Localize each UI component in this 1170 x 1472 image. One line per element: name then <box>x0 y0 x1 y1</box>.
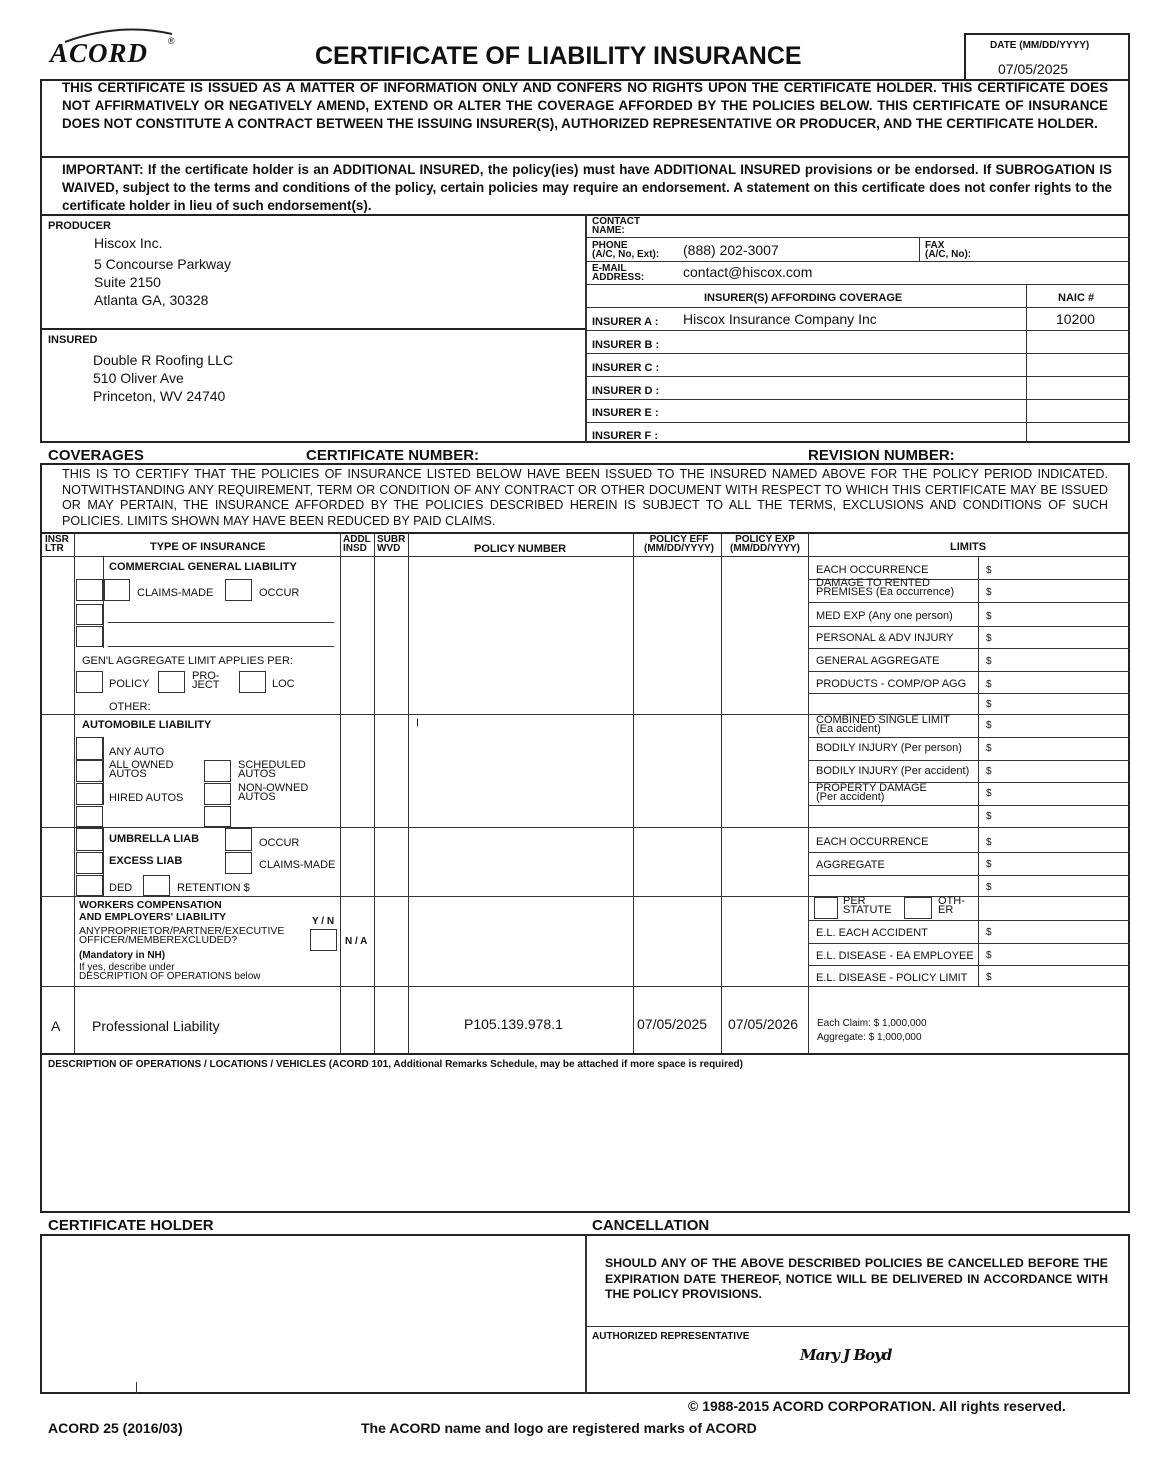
insurer-c-label: INSURER C : <box>592 362 660 374</box>
col-subr-wvd: SUBR WVD <box>377 534 406 554</box>
phone-label: PHONE (A/C, No, Ext): <box>592 240 660 260</box>
producer-address-2: Suite 2150 <box>94 274 161 290</box>
insurer-a-label: INSURER A : <box>592 316 659 328</box>
auto-blank-checkbox-1[interactable] <box>76 806 103 827</box>
limit-combined-single: COMBINED SINGLE LIMIT (Ea accident) <box>816 714 950 735</box>
insured-label: INSURED <box>48 334 98 346</box>
date-label: DATE (MM/DD/YYYY) <box>990 40 1090 51</box>
cgl-checkbox[interactable] <box>76 579 103 601</box>
certificate-number-label: CERTIFICATE NUMBER: <box>306 447 480 464</box>
limit-bodily-per-accident: BODILY INJURY (Per accident) <box>816 765 970 777</box>
acord-logo-swoosh <box>60 26 180 46</box>
all-owned-label: ALL OWNED AUTOS <box>109 759 174 780</box>
limit-med-exp: MED EXP (Any one person) <box>816 610 953 622</box>
coverages-box <box>40 463 1130 1213</box>
revision-number-label: REVISION NUMBER: <box>808 447 955 464</box>
occur-checkbox[interactable] <box>225 579 252 601</box>
claims-made-checkbox[interactable] <box>104 579 130 601</box>
limit-el-disease-policy: E.L. DISEASE - POLICY LIMIT <box>816 972 968 984</box>
dollar-sign: $ <box>986 611 992 622</box>
other-label: OTHER: <box>109 701 151 713</box>
loc-checkbox[interactable] <box>239 671 266 693</box>
insurer-a-naic: 10200 <box>1056 311 1095 327</box>
professional-insr-ltr: A <box>51 1018 61 1034</box>
email-label: E-MAIL ADDRESS: <box>592 263 645 283</box>
dollar-sign: $ <box>986 766 992 777</box>
insurer-f-label: INSURER F : <box>592 430 658 442</box>
ded-checkbox[interactable] <box>76 875 103 896</box>
hired-autos-label: HIRED AUTOS <box>109 792 184 804</box>
non-owned-checkbox[interactable] <box>204 783 231 805</box>
col-policy-number: POLICY NUMBER <box>474 543 567 555</box>
auto-title: AUTOMOBILE LIABILITY <box>82 719 212 731</box>
dollar-sign: $ <box>986 811 992 822</box>
yn-label: Y / N <box>312 916 335 927</box>
per-statute-checkbox[interactable] <box>814 897 838 919</box>
occur-label: OCCUR <box>259 587 300 599</box>
umbrella-claims-made-label: CLAIMS-MADE <box>259 859 336 871</box>
registered-marks: The ACORD name and logo are registered marks of ACORD <box>361 1420 757 1436</box>
insurer-d-label: INSURER D : <box>592 385 660 397</box>
col-limits: LIMITS <box>950 541 987 553</box>
insured-address-2: Princeton, WV 24740 <box>93 388 226 404</box>
any-auto-label: ANY AUTO <box>109 746 165 758</box>
cgl-title: COMMERCIAL GENERAL LIABILITY <box>109 561 297 573</box>
acord-logo: ACORD <box>50 38 149 68</box>
professional-type: Professional Liability <box>92 1018 220 1034</box>
coverages-label: COVERAGES <box>48 447 144 464</box>
workers-title: WORKERS COMPENSATION AND EMPLOYERS' LIABILITY <box>79 899 227 923</box>
dollar-sign: $ <box>986 699 992 710</box>
scheduled-checkbox[interactable] <box>204 760 231 782</box>
limit-el-each-accident: E.L. EACH ACCIDENT <box>816 927 928 939</box>
other-er-label: OTH- ER <box>938 895 965 916</box>
insured-address-1: 510 Oliver Ave <box>93 370 184 386</box>
dollar-sign: $ <box>986 656 992 667</box>
certify-text: THIS IS TO CERTIFY THAT THE POLICIES OF INSURANCE LISTED BELOW HAVE BEEN ISSUED TO THE INSURED NAMED ABOVE FOR THE POLICY PERIOD INDICATED. NOTWITHSTANDING ANY REQUIREMENT, TERM OR CONDITION OF ANY CONTRACT OR OTHER DOCUMENT WITH RESPECT TO WHICH THIS CERTIFICATE MAY BE ISSUED OR MAY PERTAIN, THE INSURANCE AFFORDED BY THE POLICIES DESCRIBED HEREIN IS SUBJECT TO ALL THE TERMS, EXCLUSIONS AND CONDITIONS OF SUCH POLICIES. LIMITS SHOWN MAY HAVE BEEN REDUCED BY PAID CLAIMS. <box>62 467 1108 528</box>
insurer-a-name: Hiscox Insurance Company Inc <box>683 311 877 327</box>
professional-policy-exp: 07/05/2026 <box>728 1016 799 1032</box>
excess-label: EXCESS LIAB <box>109 855 183 867</box>
limit-personal-adv: PERSONAL & ADV INJURY <box>816 632 954 644</box>
non-owned-label: NON-OWNED AUTOS <box>238 782 309 803</box>
mandatory-nh-label: (Mandatory in NH) <box>79 950 166 961</box>
dollar-sign: $ <box>986 633 992 644</box>
per-statute-label: PER STATUTE <box>843 895 892 916</box>
col-policy-eff: POLICY EFF (MM/DD/YYYY) <box>644 534 714 554</box>
hired-autos-checkbox[interactable] <box>76 783 103 805</box>
naic-header: NAIC # <box>1058 292 1095 304</box>
registered-mark: ® <box>168 36 175 46</box>
loc-label: LOC <box>272 678 295 690</box>
limit-each-occurrence: EACH OCCURRENCE <box>816 564 929 576</box>
auto-blank-checkbox-2[interactable] <box>204 806 231 827</box>
retention-checkbox[interactable] <box>143 875 170 896</box>
limit-umbrella-each-occurrence: EACH OCCURRENCE <box>816 836 929 848</box>
limit-property-damage: PROPERTY DAMAGE (Per accident) <box>816 782 927 803</box>
phone-value: (888) 202-3007 <box>683 242 779 258</box>
dollar-sign: $ <box>986 972 992 983</box>
dollar-sign: $ <box>986 587 992 598</box>
producer-name: Hiscox Inc. <box>94 235 163 251</box>
auto-policy-mark: I <box>416 717 420 729</box>
excess-checkbox[interactable] <box>76 852 103 874</box>
col-type-of-insurance: TYPE OF INSURANCE <box>150 541 266 553</box>
ded-label: DED <box>109 882 133 894</box>
dollar-sign: $ <box>986 927 992 938</box>
limit-bodily-per-person: BODILY INJURY (Per person) <box>816 742 962 754</box>
all-owned-checkbox[interactable] <box>76 760 103 782</box>
retention-label: RETENTION $ <box>177 882 250 894</box>
copyright: © 1988-2015 ACORD CORPORATION. All rights reserved. <box>688 1398 1066 1414</box>
project-label: PRO- JECT <box>192 670 220 691</box>
col-policy-exp: POLICY EXP (MM/DD/YYYY) <box>730 534 800 554</box>
dollar-sign: $ <box>986 859 992 870</box>
any-proprietor-label: ANYPROPRIETOR/PARTNER/EXECUTIVE OFFICER/MEMBEREXCLUDED? <box>79 925 285 946</box>
producer-label: PRODUCER <box>48 220 111 232</box>
any-auto-checkbox[interactable] <box>76 737 103 760</box>
limit-damage-rented: DAMAGE TO RENTED PREMISES (Ea occurrence) <box>816 577 955 598</box>
limit-el-disease-employee: E.L. DISEASE - EA EMPLOYEE <box>816 950 974 962</box>
limit-umbrella-aggregate: AGGREGATE <box>816 859 885 871</box>
professional-limit-aggregate: Aggregate: $ 1,000,000 <box>817 1032 922 1043</box>
proprietor-excluded-checkbox[interactable] <box>310 929 337 951</box>
policy-checkbox[interactable] <box>76 671 103 693</box>
form-title: CERTIFICATE OF LIABILITY INSURANCE <box>315 42 802 70</box>
email-value: contact@hiscox.com <box>683 264 813 280</box>
professional-policy-eff: 07/05/2025 <box>637 1016 708 1032</box>
producer-address-3: Atlanta GA, 30328 <box>94 292 209 308</box>
cancellation-text: SHOULD ANY OF THE ABOVE DESCRIBED POLICIES BE CANCELLED BEFORE THE EXPIRATION DATE THEREOF, NOTICE WILL BE DELIVERED IN ACCORDANCE WITH THE POLICY PROVISIONS. <box>605 1256 1108 1301</box>
certificate-holder-label: CERTIFICATE HOLDER <box>48 1217 214 1234</box>
insurer-e-label: INSURER E : <box>592 407 659 419</box>
cancellation-label: CANCELLATION <box>592 1217 710 1234</box>
scheduled-label: SCHEDULED AUTOS <box>238 759 306 780</box>
insured-divider <box>40 328 586 330</box>
notice-information-only: THIS CERTIFICATE IS ISSUED AS A MATTER OF INFORMATION ONLY AND CONFERS NO RIGHTS UPON THE CERTIFICATE HOLDER. THIS CERTIFICATE DOES NOT AFFIRMATIVELY OR NEGATIVELY AMEND, EXTEND OR ALTER THE COVERAGE AFFORDED BY THE POLICIES BELOW. THIS CERTIFICATE OF INSURANCE DOES NOT CONSTITUTE A CONTRACT BETWEEN THE ISSUING INSURER(S), AUTHORIZED REPRESENTATIVE OR PRODUCER, AND THE CERTIFICATE HOLDER. <box>62 80 1108 131</box>
producer-address-1: 5 Concourse Parkway <box>94 256 231 272</box>
policy-label: POLICY <box>109 678 150 690</box>
gen-agg-applies-label: GEN'L AGGREGATE LIMIT APPLIES PER: <box>82 655 293 667</box>
umbrella-occur-checkbox[interactable] <box>225 828 252 851</box>
notice-divider <box>40 156 1130 158</box>
insurer-b-label: INSURER B : <box>592 339 660 351</box>
dollar-sign: $ <box>986 882 992 893</box>
form-number: ACORD 25 (2016/03) <box>48 1420 183 1436</box>
col-addl-insd: ADDL INSD <box>343 534 371 554</box>
notice-important: IMPORTANT: If the certificate holder is an ADDITIONAL INSURED, the policy(ies) must have ADDITIONAL INSURED provisions or be endorsed. If SUBROGATION IS WAIVED, subject to the terms and conditions of the policy, certain policies may require an endorsement. A statement on this certificate does not confer rights to the certificate holder in lieu of such endorsement(s). <box>62 162 1112 213</box>
contact-name-label: CONTACT NAME: <box>592 216 641 236</box>
dollar-sign: $ <box>986 950 992 961</box>
dollar-sign: $ <box>986 837 992 848</box>
claims-made-label: CLAIMS-MADE <box>137 587 214 599</box>
fax-label: FAX (A/C, No): <box>925 240 972 260</box>
professional-policy-number: P105.139.978.1 <box>464 1016 563 1032</box>
dollar-sign: $ <box>986 679 992 690</box>
umbrella-occur-label: OCCUR <box>259 837 300 849</box>
dollar-sign: $ <box>986 743 992 754</box>
limit-general-aggregate: GENERAL AGGREGATE <box>816 655 940 667</box>
if-yes-label: If yes, describe under DESCRIPTION OF OPERATIONS below <box>79 962 261 982</box>
description-label: DESCRIPTION OF OPERATIONS / LOCATIONS / VEHICLES (ACORD 101, Additional Remarks Schedule, may be attached if more space is required) <box>48 1059 743 1070</box>
col-insr-ltr: INSR LTR <box>45 534 69 554</box>
umbrella-claims-made-checkbox[interactable] <box>225 852 252 874</box>
dollar-sign: $ <box>986 788 992 799</box>
professional-limit-each-claim: Each Claim: $ 1,000,000 <box>817 1018 927 1029</box>
cgl-blank-checkbox-2[interactable] <box>76 626 103 647</box>
cgl-blank-checkbox-1[interactable] <box>76 604 103 625</box>
project-checkbox[interactable] <box>158 671 185 693</box>
dollar-sign: $ <box>986 565 992 576</box>
limit-products-comp: PRODUCTS - COMP/OP AGG <box>816 678 967 690</box>
na-label: N / A <box>345 936 368 947</box>
insured-name: Double R Roofing LLC <box>93 352 234 368</box>
date-value: 07/05/2025 <box>998 61 1069 77</box>
signature: Mary J Boyd <box>800 1346 892 1364</box>
insurers-header: INSURER(S) AFFORDING COVERAGE <box>704 292 903 304</box>
umbrella-label: UMBRELLA LIAB <box>109 833 200 845</box>
umbrella-checkbox[interactable] <box>76 828 103 851</box>
other-checkbox[interactable] <box>904 897 932 919</box>
dollar-sign: $ <box>986 720 992 731</box>
authorized-representative-label: AUTHORIZED REPRESENTATIVE <box>592 1331 750 1342</box>
